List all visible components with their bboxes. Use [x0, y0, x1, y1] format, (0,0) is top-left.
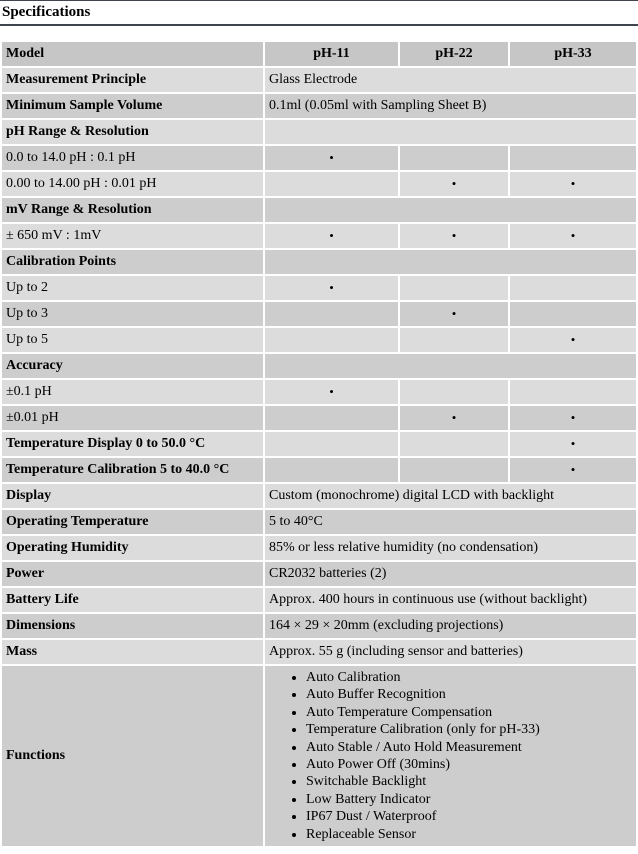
row-label: Temperature Display 0 to 50.0 °C [2, 432, 263, 456]
dot-cell [265, 224, 398, 248]
spec-row [2, 666, 636, 846]
dot-icon: • [451, 228, 457, 243]
dot-cell [265, 458, 398, 482]
dot-cell [510, 276, 636, 300]
spec-row [2, 224, 636, 248]
spec-row [2, 588, 636, 612]
function-item: • Auto Stable / Auto Hold Measurement [306, 739, 632, 756]
dot-icon: • [329, 150, 334, 165]
specifications-table [0, 40, 638, 848]
dot-cell [265, 380, 398, 404]
dot-cell [510, 406, 636, 430]
value-cell: Approx. 400 hours in continuous use (without backlight) [265, 588, 636, 612]
row-label: Operating Temperature [2, 510, 263, 534]
dot-icon: • [570, 228, 576, 243]
section-label: mV Range & Resolution [2, 198, 263, 222]
dot-cell [400, 276, 508, 300]
model-column-header: pH-11 [265, 42, 398, 66]
dot-cell [400, 380, 508, 404]
spec-row [2, 640, 636, 664]
function-item: • Auto Buffer Recognition [306, 686, 632, 703]
function-item: • Switchable Backlight [306, 773, 632, 790]
row-label: Battery Life [2, 588, 263, 612]
value-cell: 0.1ml (0.05ml with Sampling Sheet B) [265, 94, 636, 118]
spec-row [2, 510, 636, 534]
dot-icon: • [451, 176, 457, 191]
spec-row [2, 406, 636, 430]
dot-cell [510, 172, 636, 196]
spec-row [2, 302, 636, 326]
dot-cell [265, 302, 398, 326]
dot-cell [510, 380, 636, 404]
dot-icon: • [570, 176, 576, 191]
top-divider [0, 0, 638, 1]
value-cell: 164 × 29 × 20mm (excluding projections) [265, 614, 636, 638]
dot-cell [400, 224, 508, 248]
page-title: Specifications [2, 4, 91, 20]
row-label: Operating Humidity [2, 536, 263, 560]
spec-row [2, 432, 636, 456]
spec-row [2, 562, 636, 586]
row-label: Functions [2, 666, 263, 846]
row-label: 0.00 to 14.00 pH : 0.01 pH [2, 172, 263, 196]
section-label: pH Range & Resolution [2, 120, 263, 144]
value-cell: Approx. 55 g (including sensor and batteries) [265, 640, 636, 664]
dot-icon: • [329, 280, 334, 295]
spec-row [2, 380, 636, 404]
dot-cell [400, 432, 508, 456]
row-label: Power [2, 562, 263, 586]
spec-row [2, 536, 636, 560]
row-label: Mass [2, 640, 263, 664]
value-cell: Custom (monochrome) digital LCD with backlight [265, 484, 636, 508]
dot-icon: • [451, 306, 457, 321]
function-item: • Replaceable Sensor [306, 826, 632, 843]
dot-cell [265, 172, 398, 196]
function-item: • Auto Power Off (30mins) [306, 756, 632, 773]
dot-cell [510, 432, 636, 456]
section-label: Calibration Points [2, 250, 263, 274]
spec-row [2, 120, 636, 144]
spec-row [2, 354, 636, 378]
function-item: • Temperature Calibration (only for pH-33) [306, 721, 632, 738]
model-column-header: pH-22 [400, 42, 508, 66]
dot-icon: • [451, 410, 457, 425]
row-label: Up to 5 [2, 328, 263, 352]
value-cell: 85% or less relative humidity (no condensation) [265, 536, 636, 560]
dot-icon: • [329, 384, 334, 399]
dot-icon: • [570, 332, 576, 347]
section-empty-cell [265, 354, 636, 378]
dot-cell [510, 458, 636, 482]
row-label: Up to 2 [2, 276, 263, 300]
model-column-header: pH-33 [510, 42, 636, 66]
dot-cell [510, 302, 636, 326]
dot-icon: • [570, 436, 576, 451]
spec-row [2, 276, 636, 300]
dot-cell [400, 406, 508, 430]
spec-row [2, 614, 636, 638]
dot-icon: • [329, 228, 334, 243]
dot-cell [265, 146, 398, 170]
dot-cell [400, 146, 508, 170]
dot-icon: • [570, 462, 576, 477]
function-item: • Auto Calibration [306, 669, 632, 686]
value-cell: CR2032 batteries (2) [265, 562, 636, 586]
dot-cell [510, 328, 636, 352]
spec-row [2, 172, 636, 196]
title-divider [0, 24, 638, 26]
section-empty-cell [265, 198, 636, 222]
dot-cell [265, 328, 398, 352]
dot-icon: • [570, 410, 576, 425]
value-cell: 5 to 40°C [265, 510, 636, 534]
dot-cell [265, 432, 398, 456]
dot-cell [510, 224, 636, 248]
row-label: Temperature Calibration 5 to 40.0 °C [2, 458, 263, 482]
functions-list [269, 669, 632, 843]
spec-row [2, 484, 636, 508]
row-label: Measurement Principle [2, 68, 263, 92]
dot-cell [400, 328, 508, 352]
section-empty-cell [265, 120, 636, 144]
dot-cell [510, 146, 636, 170]
row-label: ± 650 mV : 1mV [2, 224, 263, 248]
section-label: Accuracy [2, 354, 263, 378]
function-item: • Auto Temperature Compensation [306, 704, 632, 721]
dot-cell [265, 276, 398, 300]
model-header-label: Model [2, 42, 263, 66]
functions-cell [265, 666, 636, 846]
function-item: • Low Battery Indicator [306, 791, 632, 808]
row-label: Minimum Sample Volume [2, 94, 263, 118]
spec-row [2, 146, 636, 170]
row-label: Up to 3 [2, 302, 263, 326]
dot-cell [400, 302, 508, 326]
dot-cell [400, 172, 508, 196]
row-label: ±0.01 pH [2, 406, 263, 430]
section-empty-cell [265, 250, 636, 274]
dot-cell [400, 458, 508, 482]
spec-row [2, 250, 636, 274]
function-item: • IP67 Dust / Waterproof [306, 808, 632, 825]
spec-row [2, 68, 636, 92]
row-label: ±0.1 pH [2, 380, 263, 404]
spec-row [2, 458, 636, 482]
row-label: Display [2, 484, 263, 508]
row-label: 0.0 to 14.0 pH : 0.1 pH [2, 146, 263, 170]
spec-row [2, 328, 636, 352]
spec-row [2, 198, 636, 222]
spec-row [2, 94, 636, 118]
dot-cell [265, 406, 398, 430]
value-cell: Glass Electrode [265, 68, 636, 92]
row-label: Dimensions [2, 614, 263, 638]
model-header-row [2, 42, 636, 66]
